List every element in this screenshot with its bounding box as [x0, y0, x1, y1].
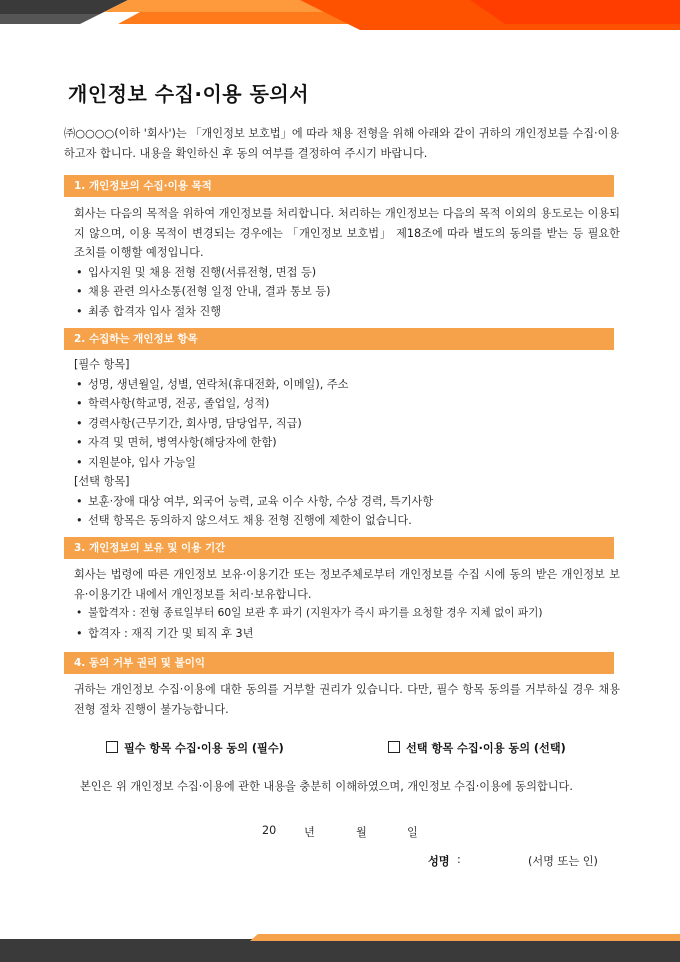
list-item: • 입사지원 및 채용 전형 진행(서류전형, 면접 등) [74, 263, 620, 283]
signature-label: 성명 [428, 855, 450, 868]
date-year-unit: 년 [304, 826, 315, 839]
list-item: • 불합격자 : 전형 종료일부터 60일 보관 후 파기 (지원자가 즉시 파기를 요청할 경우 지체 없이 파기) [74, 604, 620, 624]
section-4-body [74, 680, 620, 719]
section-3-body [74, 565, 620, 643]
section-4-paragraph: 귀하는 개인정보 수집·이용에 대한 동의를 거부할 권리가 있습니다. 다만, 필수 항목 동의를 거부하실 경우 채용 전형 절차 진행이 불가능합니다. [74, 683, 620, 716]
signature-note: (서명 또는 인) [528, 855, 598, 868]
consent-optional-checkbox[interactable] [388, 741, 400, 753]
signature-colon: : [457, 853, 461, 866]
bottom-decoration-band [0, 934, 680, 962]
date-year-prefix: 20 [262, 824, 277, 837]
required-items-label: [필수 항목] [74, 358, 130, 371]
section-3-paragraph: 회사는 법령에 따른 개인정보 보유·이용기간 또는 정보주체로부터 개인정보를 수집 시에 동의 받은 개인정보 보유·이용기간 내에서 개인정보를 처리·보유합니다. [74, 568, 620, 601]
list-item: • 선택 항목은 동의하지 않으셔도 채용 전형 진행에 제한이 없습니다. [74, 511, 620, 531]
list-item: • 자격 및 면허, 병역사항(해당자에 한함) [74, 433, 620, 453]
consent-optional-option[interactable] [388, 740, 566, 756]
consent-required-label: 필수 항목 수집·이용 동의 (필수) [124, 742, 284, 755]
section-2-body [74, 355, 620, 531]
optional-items-label: [선택 항목] [74, 475, 130, 488]
list-item: • 경력사항(근무기간, 회사명, 담당업무, 직급) [74, 414, 620, 434]
list-item: • 최종 합격자 입사 절차 진행 [74, 302, 620, 322]
consent-required-checkbox[interactable] [106, 741, 118, 753]
list-item: • 합격자 : 재직 기간 및 퇴직 후 3년 [74, 624, 620, 644]
section-3-heading: 3. 개인정보의 보유 및 이용 기간 [64, 537, 614, 559]
confirmation-statement: 본인은 위 개인정보 수집·이용에 관한 내용을 충분히 이해하였으며, 개인정보 수집·이용에 동의합니다. [80, 780, 573, 793]
consent-optional-label: 선택 항목 수집·이용 동의 (선택) [406, 742, 566, 755]
section-1-paragraph: 회사는 다음의 목적을 위하여 개인정보를 처리합니다. 처리하는 개인정보는 다음의 목적 이외의 용도로는 이용되지 않으며, 이용 목적이 변경되는 경우에는 「개인정보 보호법」 제18조에 따라 별도의 동의를 받는 등 필요한 조치를 이행할 예정입니다. [74, 207, 620, 259]
date-month-unit: 월 [356, 826, 367, 839]
list-item: • 성명, 생년월일, 성별, 연락처(휴대전화, 이메일), 주소 [74, 375, 620, 395]
list-item: • 학력사항(학교명, 전공, 졸업일, 성적) [74, 394, 620, 414]
document-title: 개인정보 수집·이용 동의서 [68, 82, 310, 106]
section-1-heading: 1. 개인정보의 수집·이용 목적 [64, 175, 614, 197]
list-item: • 지원분야, 입사 가능일 [74, 453, 620, 473]
consent-required-option[interactable] [106, 740, 284, 756]
section-1-body [74, 204, 620, 321]
list-item: • 보훈·장애 대상 여부, 외국어 능력, 교육 이수 사항, 수상 경력, 특기사항 [74, 492, 620, 512]
date-day-unit: 일 [407, 826, 418, 839]
section-4-heading: 4. 동의 거부 권리 및 불이익 [64, 652, 614, 674]
list-item: • 채용 관련 의사소통(전형 일정 안내, 결과 통보 등) [74, 282, 620, 302]
top-decoration-band [0, 0, 680, 32]
section-2-heading: 2. 수집하는 개인정보 항목 [64, 328, 614, 350]
intro-paragraph: ㈜○○○○(이하 '회사')는 「개인정보 보호법」에 따라 채용 전형을 위해 아래와 같이 귀하의 개인정보를 수집·이용하고자 합니다. 내용을 확인하신 후 동의 여부를 결정하여 주시기 바랍니다. [64, 127, 620, 160]
